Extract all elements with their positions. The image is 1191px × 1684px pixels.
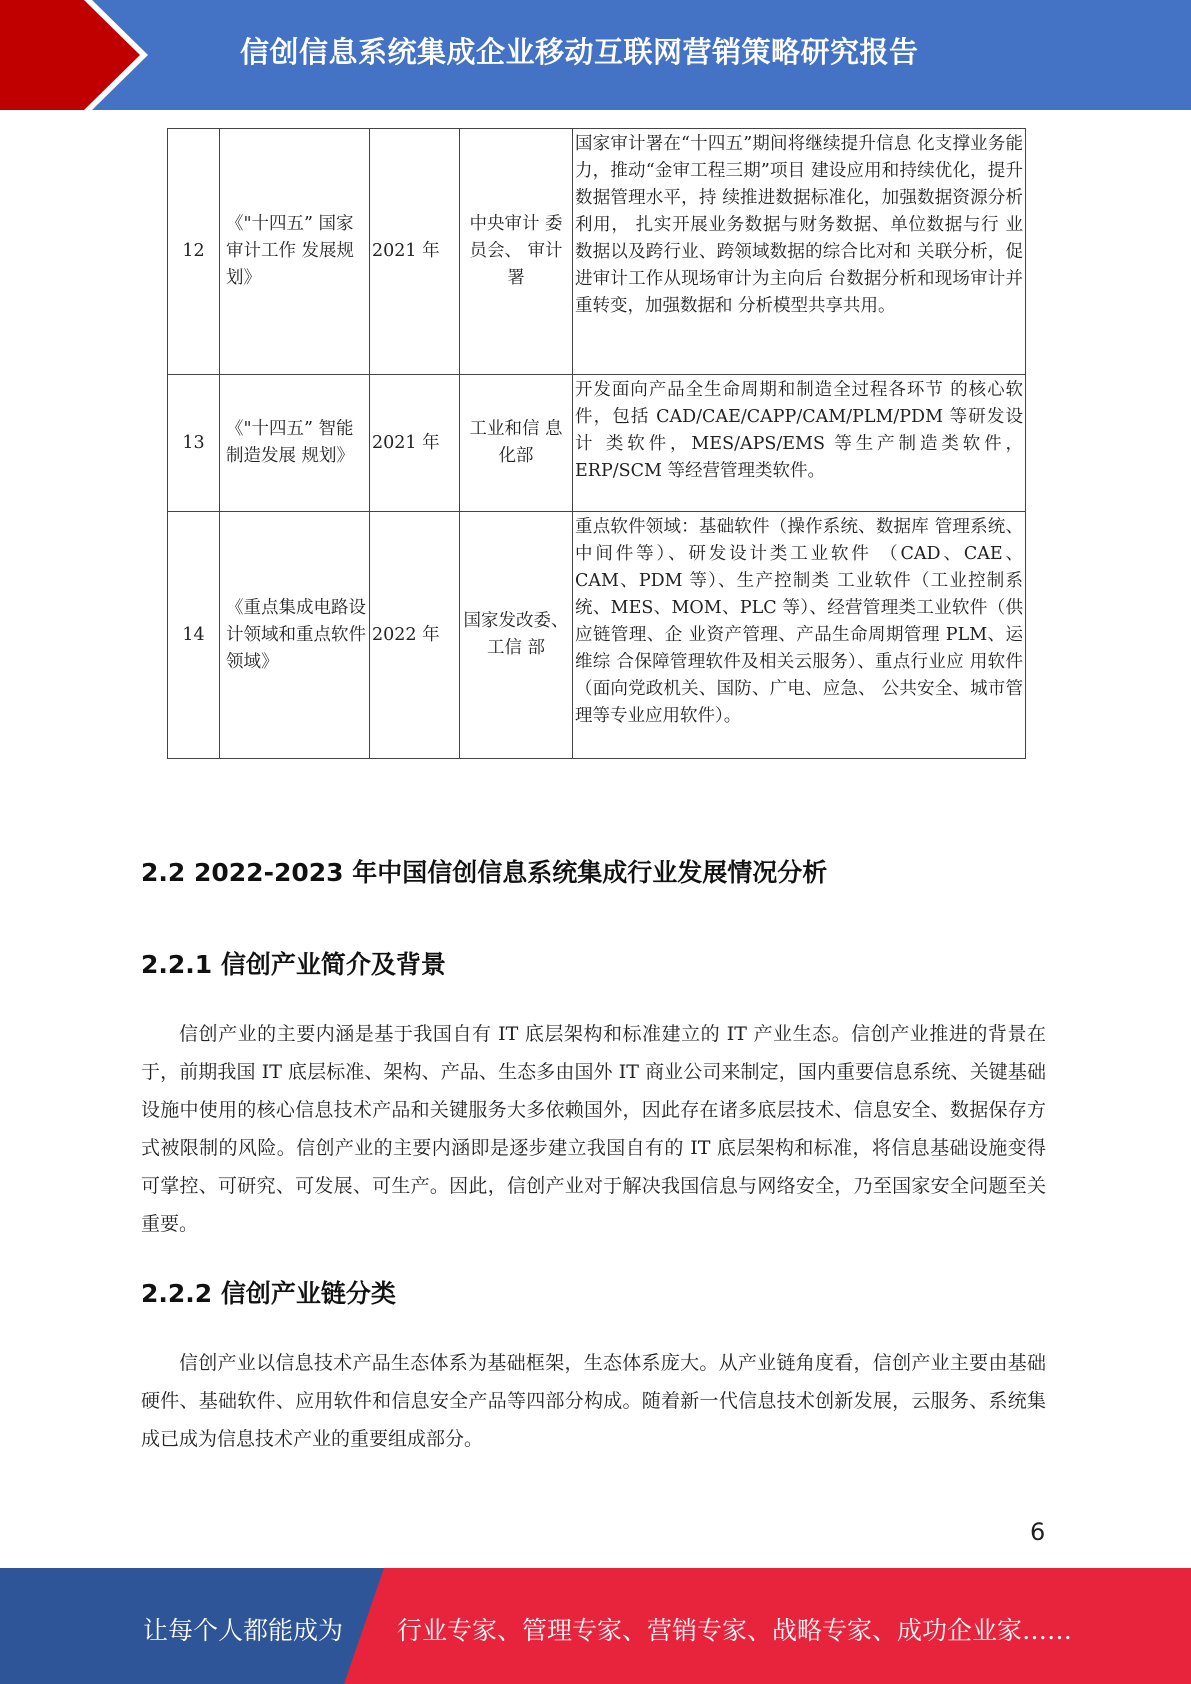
policy-content: 开发面向产品全生命周期和制造全过程各环节 的核心软件，包括 CAD/CAE/CAPP/CAM/PLM/PDM 等研发设计 类软件，MES/APS/EMS 等生产制造类软件， ERP/SCM 等经营管理类软件。 — [573, 375, 1026, 512]
policy-year: 2021 年 — [370, 129, 460, 375]
footer-slogan-left: 让每个人都能成为 — [143, 1616, 344, 1645]
row-number: 12 — [168, 129, 220, 375]
section-heading-2-2-1: 2.2.1 信创产业简介及背景 — [141, 950, 446, 979]
header-arrow-decoration — [0, 0, 150, 110]
page-header — [0, 0, 1191, 110]
table-row — [168, 512, 1026, 759]
policy-department: 国家发改委、工信 部 — [460, 512, 573, 759]
paragraph-industry-chain: 信创产业以信息技术产品生态体系为基础框架，生态体系庞大。从产业链角度看，信创产业主要由基础硬件、基础软件、应用软件和信息安全产品等四部分构成。随着新一代信息技术创新发展，云服务、系统集成已成为信息技术产业的重要组成部分。 — [141, 1352, 1046, 1450]
report-title: 信创信息系统集成企业移动互联网营销策略研究报告 — [240, 35, 919, 69]
policy-department: 中央审计 委员会、 审计署 — [460, 129, 573, 375]
policy-content: 重点软件领域：基础软件（操作系统、数据库 管理系统、中间件等）、研发设计类工业软件 （CAD、CAE、CAM、PDM 等）、生产控制类 工业软件（工业控制系统、MES、MOM、PLC 等）、经营管理类工业软件（供应链管理、企 业资产管理、产品生命周期管理 PLM、运维综 合保障管理软件及相关云服务）、重点行业应 用软件（面向党政机关、国防、广电、应急、 公共安全、城市管理等专业应用软件）。 — [573, 512, 1026, 759]
policy-year: 2022 年 — [370, 512, 460, 759]
policy-name: 《"十四五” 智能制造发展 规划》 — [220, 375, 370, 512]
policy-year: 2021 年 — [370, 375, 460, 512]
section-heading-2-2-2: 2.2.2 信创产业链分类 — [141, 1279, 396, 1308]
policy-table — [167, 128, 1026, 759]
row-number: 13 — [168, 375, 220, 512]
page-number: 6 — [1030, 1518, 1046, 1546]
policy-name: 《重点集成电路设计领域和重点软件领域》 — [220, 512, 370, 759]
paragraph-industry-background: 信创产业的主要内涵是基于我国自有 IT 底层架构和标准建立的 IT 产业生态。信创产业推进的背景在于，前期我国 IT 底层标准、架构、产品、生态多由国外 IT 商业公司来制定，国内重要信息系统、关键基础设施中使用的核心信息技术产品和关键服务大多依赖国外，因此存在诸多底层技术、信息安全、数据保存方式被限制的风险。信创产业的主要内涵即是逐步建立我国自有的 IT 底层架构和标准，将信息基础设施变得可掌控、可研究、可发展、可生产。因此，信创产业对于解决我国信息与网络安全，乃至国家安全问题至关重要。 — [141, 1023, 1046, 1235]
policy-department: 工业和信 息化部 — [460, 375, 573, 512]
table-row — [168, 129, 1026, 375]
row-number: 14 — [168, 512, 220, 759]
page-footer — [0, 1568, 1191, 1684]
table-row — [168, 375, 1026, 512]
policy-content: 国家审计署在“十四五”期间将继续提升信息 化支撑业务能力，推动“金审工程三期”项目 建设应用和持续优化，提升数据管理水平，持 续推进数据标准化，加强数据资源分析利用， 扎实开展业务数据与财务数据、单位数据与行 业数据以及跨行业、跨领域数据的综合比对和 关联分析，促进审计工作从现场审计为主向后 台数据分析和现场审计并重转变，加强数据和 分析模型共享共用。 — [573, 129, 1026, 375]
policy-name: 《"十四五” 国家审计工作 发展规划》 — [220, 129, 370, 375]
section-heading-2-2: 2.2 2022-2023 年中国信创信息系统集成行业发展情况分析 — [141, 858, 828, 887]
footer-slogan-right: 行业专家、管理专家、营销专家、战略专家、成功企业家…… — [397, 1616, 1073, 1645]
